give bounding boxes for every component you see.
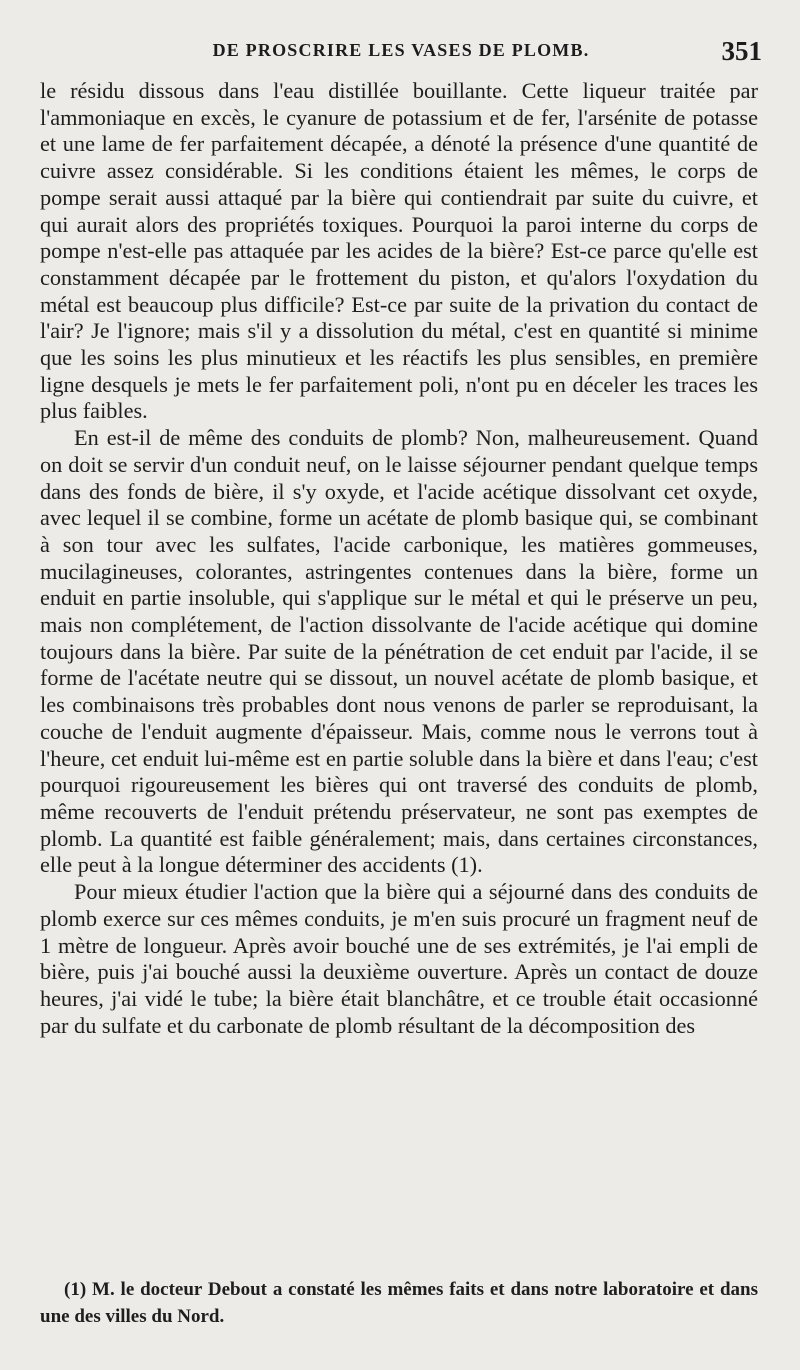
- footnote-number: (1): [64, 1279, 87, 1300]
- body-text: [40, 78, 758, 1039]
- page-number: 351: [721, 36, 762, 66]
- paragraph-1: le résidu dissous dans l'eau distillée bouillante. Cette liqueur traitée par l'ammoniaque en excès, le cyanure de potassium et de fer, l'arsénite de potasse et une lame de fer parfaitement décapée, a dénoté la présence d'une quantité de cuivre assez considérable. Si les conditions étaient les mêmes, le corps de pompe serait aussi attaqué par la bière qui contiendrait par suite du cuivre, et qui aurait alors des propriétés toxiques. Pourquoi la paroi interne du corps de pompe n'est-elle pas attaquée par les acides de la bière? Est-ce parce qu'elle est constamment décapée par le frottement du piston, et qu'alors l'oxydation du métal est beaucoup plus difficile? Est-ce par suite de la privation du contact de l'air? Je l'ignore; mais s'il y a dissolution du métal, c'est en quantité si minime que les soins les plus minutieux et les réactifs les plus sensibles, en première ligne desquels je mets le fer parfaitement poli, n'ont pu en déceler les traces les plus faibles.: [40, 78, 758, 424]
- running-head: DE PROSCRIRE LES VASES DE PLOMB.: [212, 40, 590, 60]
- footnote: [40, 1276, 758, 1330]
- page-header: [40, 36, 762, 70]
- footnote-text: M. le docteur Debout a constaté les mêmes faits et dans notre laboratoire et dans une des villes du Nord.: [40, 1279, 758, 1327]
- paragraph-2: En est-il de même des conduits de plomb? Non, malheureusement. Quand on doit se servir d'un conduit neuf, on le laisse séjourner pendant quelque temps dans des fonds de bière, il s'y oxyde, et l'acide acétique dissolvant cet oxyde, avec lequel il se combine, forme un acétate de plomb basique qui, se combinant à son tour avec les sulfates, l'acide carbonique, les matières gommeuses, mucilagineuses, colorantes, astringentes contenues dans la bière, forme un enduit en partie insoluble, qui s'applique sur le métal et qui le préserve un peu, mais non complétement, de l'action dissolvante de l'acide acétique qui domine toujours dans la bière. Par suite de la pénétration de cet enduit par l'acide, il se forme de l'acétate neutre qui se dissout, un nouvel acétate de plomb basique, et les combinaisons très probables dont nous venons de parler se reproduisant, la couche de l'enduit augmente d'épaisseur. Mais, comme nous le verrons tout à l'heure, cet enduit lui-même est en partie soluble dans la bière et dans l'eau; c'est pourquoi rigoureusement les bières qui ont traversé des conduits de plomb, même recouverts de l'enduit prétendu préservateur, ne sont pas exemptes de plomb. La quantité est faible généralement; mais, dans certaines circonstances, elle peut à la longue déterminer des accidents (1).: [40, 425, 758, 878]
- paragraph-3: Pour mieux étudier l'action que la bière qui a séjourné dans des conduits de plomb exerce sur ces mêmes conduits, je m'en suis procuré un fragment neuf de 1 mètre de longueur. Après avoir bouché une de ses extrémités, je l'ai empli de bière, puis j'ai bouché aussi la deuxième ouverture. Après un contact de douze heures, j'ai vidé le tube; la bière était blanchâtre, et ce trouble était occasionné par du sulfate et du carbonate de plomb résultant de la décomposition des: [40, 879, 758, 1038]
